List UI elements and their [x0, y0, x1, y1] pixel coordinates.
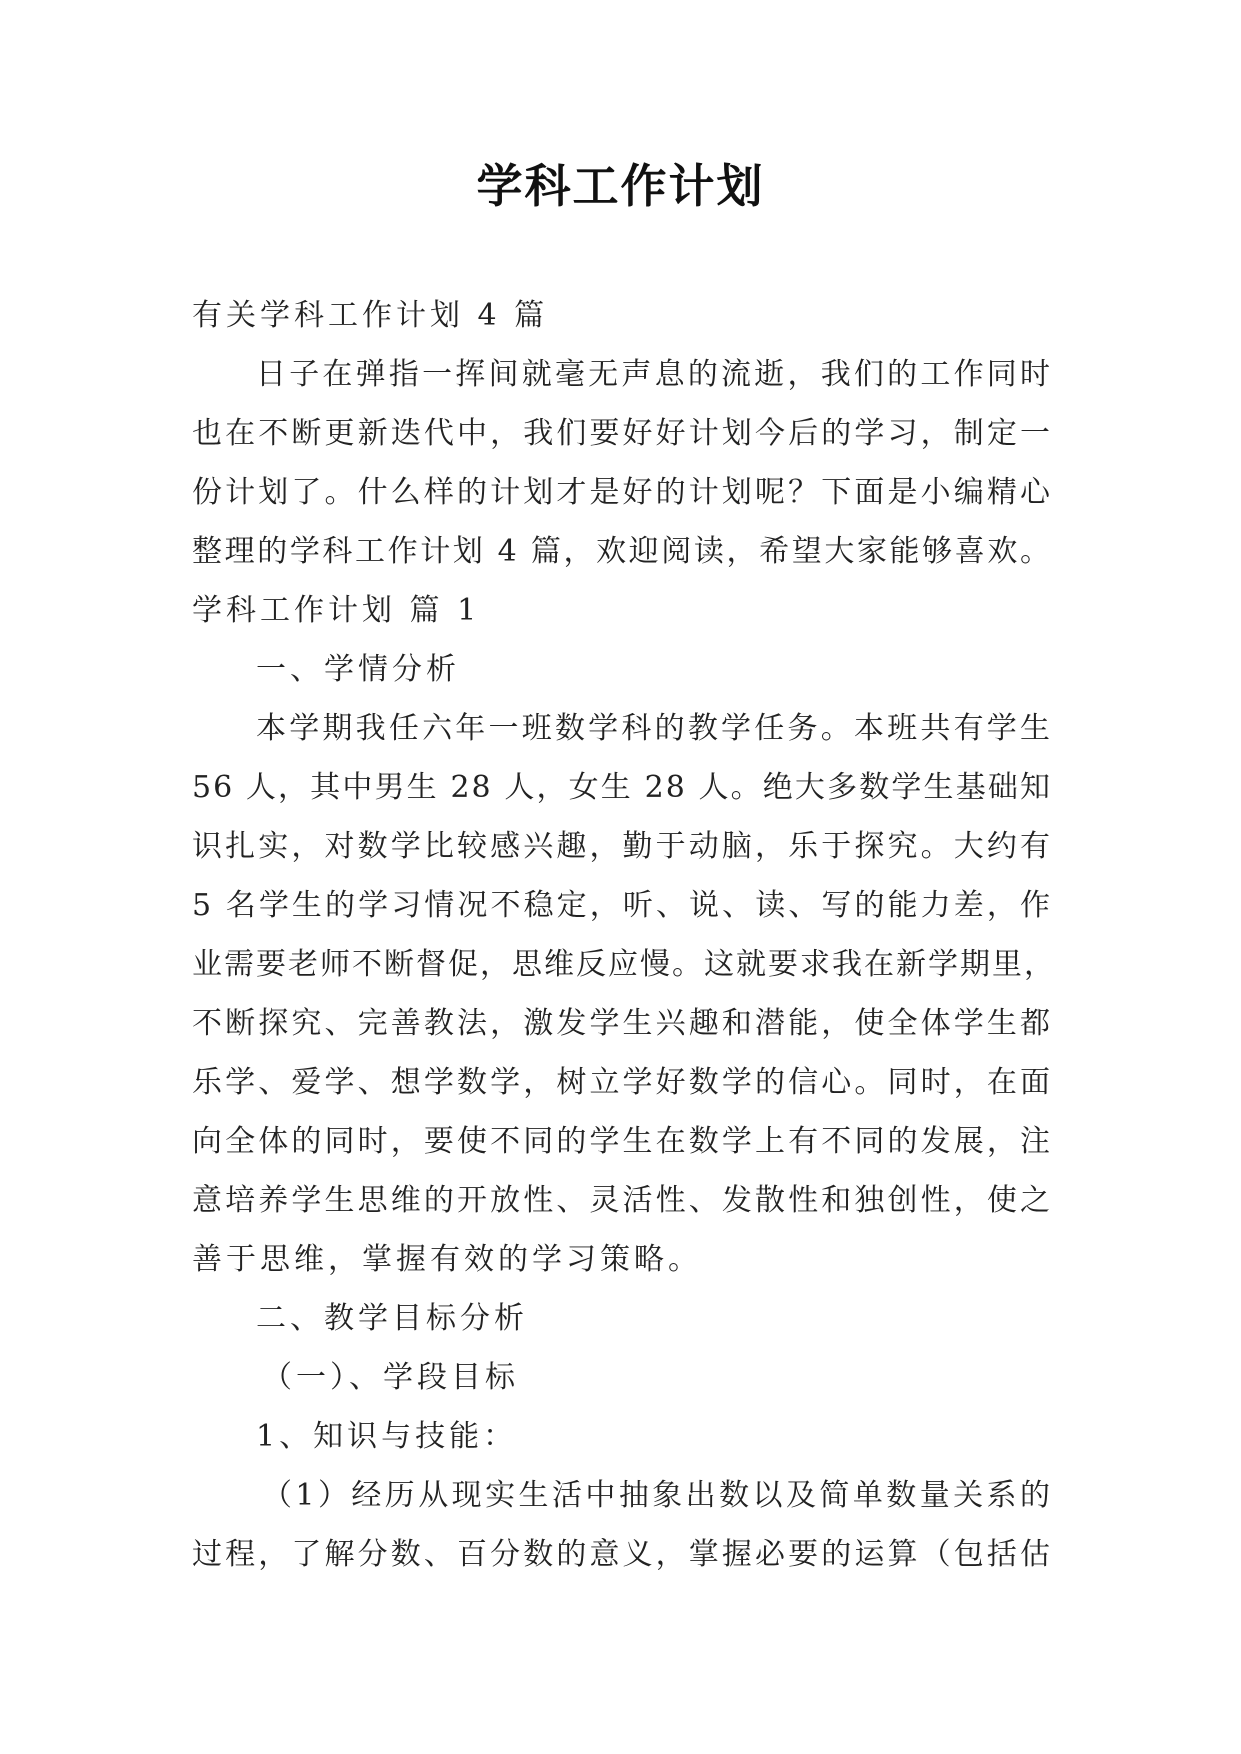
document-title: 学科工作计划	[476, 159, 765, 213]
paragraph-line: 过程，了解分数、百分数的意义，掌握必要的运算（包括估	[192, 1537, 1052, 1572]
paragraph-line: 善于思维，掌握有效的学习策略。	[192, 1242, 702, 1277]
subsection-heading: （一）、学段目标	[262, 1360, 519, 1395]
document-body	[192, 286, 1056, 1584]
paragraph-line: 5 名学生的学习情况不稳定，听、说、读、写的能力差，作	[192, 888, 1052, 923]
paragraph-line: 不断探究、完善教法，激发学生兴趣和潜能，使全体学生都	[192, 1006, 1052, 1041]
paragraph-line: （1）经历从现实生活中抽象出数以及简单数量关系的	[262, 1478, 1052, 1513]
paragraph-line: 也在不断更新迭代中，我们要好好计划今后的学习，制定一	[192, 416, 1052, 451]
paragraph-line: 乐学、爱学、想学数学，树立学好数学的信心。同时，在面	[192, 1065, 1052, 1100]
paragraph-line: 日子在弹指一挥间就毫无声息的流逝，我们的工作同时	[256, 357, 1052, 392]
subtitle-line: 有关学科工作计划 4 篇	[192, 298, 549, 333]
paragraph-line: 本学期我任六年一班数学科的教学任务。本班共有学生	[256, 711, 1052, 746]
subsection-heading: 二、教学目标分析	[256, 1301, 528, 1336]
subsection-heading: 1、知识与技能：	[256, 1419, 518, 1454]
paragraph-line: 业需要老师不断督促，思维反应慢。这就要求我在新学期里，	[192, 947, 1056, 982]
subsection-heading: 一、学情分析	[256, 652, 460, 687]
paragraph-line: 意培养学生思维的开放性、灵活性、发散性和独创性，使之	[192, 1183, 1052, 1218]
section-heading: 学科工作计划 篇 1	[192, 593, 481, 628]
paragraph-line: 56 人，其中男生 28 人，女生 28 人。绝大多数学生基础知	[192, 770, 1052, 805]
paragraph-line: 份计划了。什么样的计划才是好的计划呢？下面是小编精心	[192, 475, 1052, 510]
paragraph-line: 整理的学科工作计划 4 篇，欢迎阅读，希望大家能够喜欢。	[192, 534, 1052, 569]
paragraph-line: 向全体的同时，要使不同的学生在数学上有不同的发展，注	[192, 1124, 1052, 1159]
paragraph-line: 识扎实，对数学比较感兴趣，勤于动脑，乐于探究。大约有	[192, 829, 1052, 864]
